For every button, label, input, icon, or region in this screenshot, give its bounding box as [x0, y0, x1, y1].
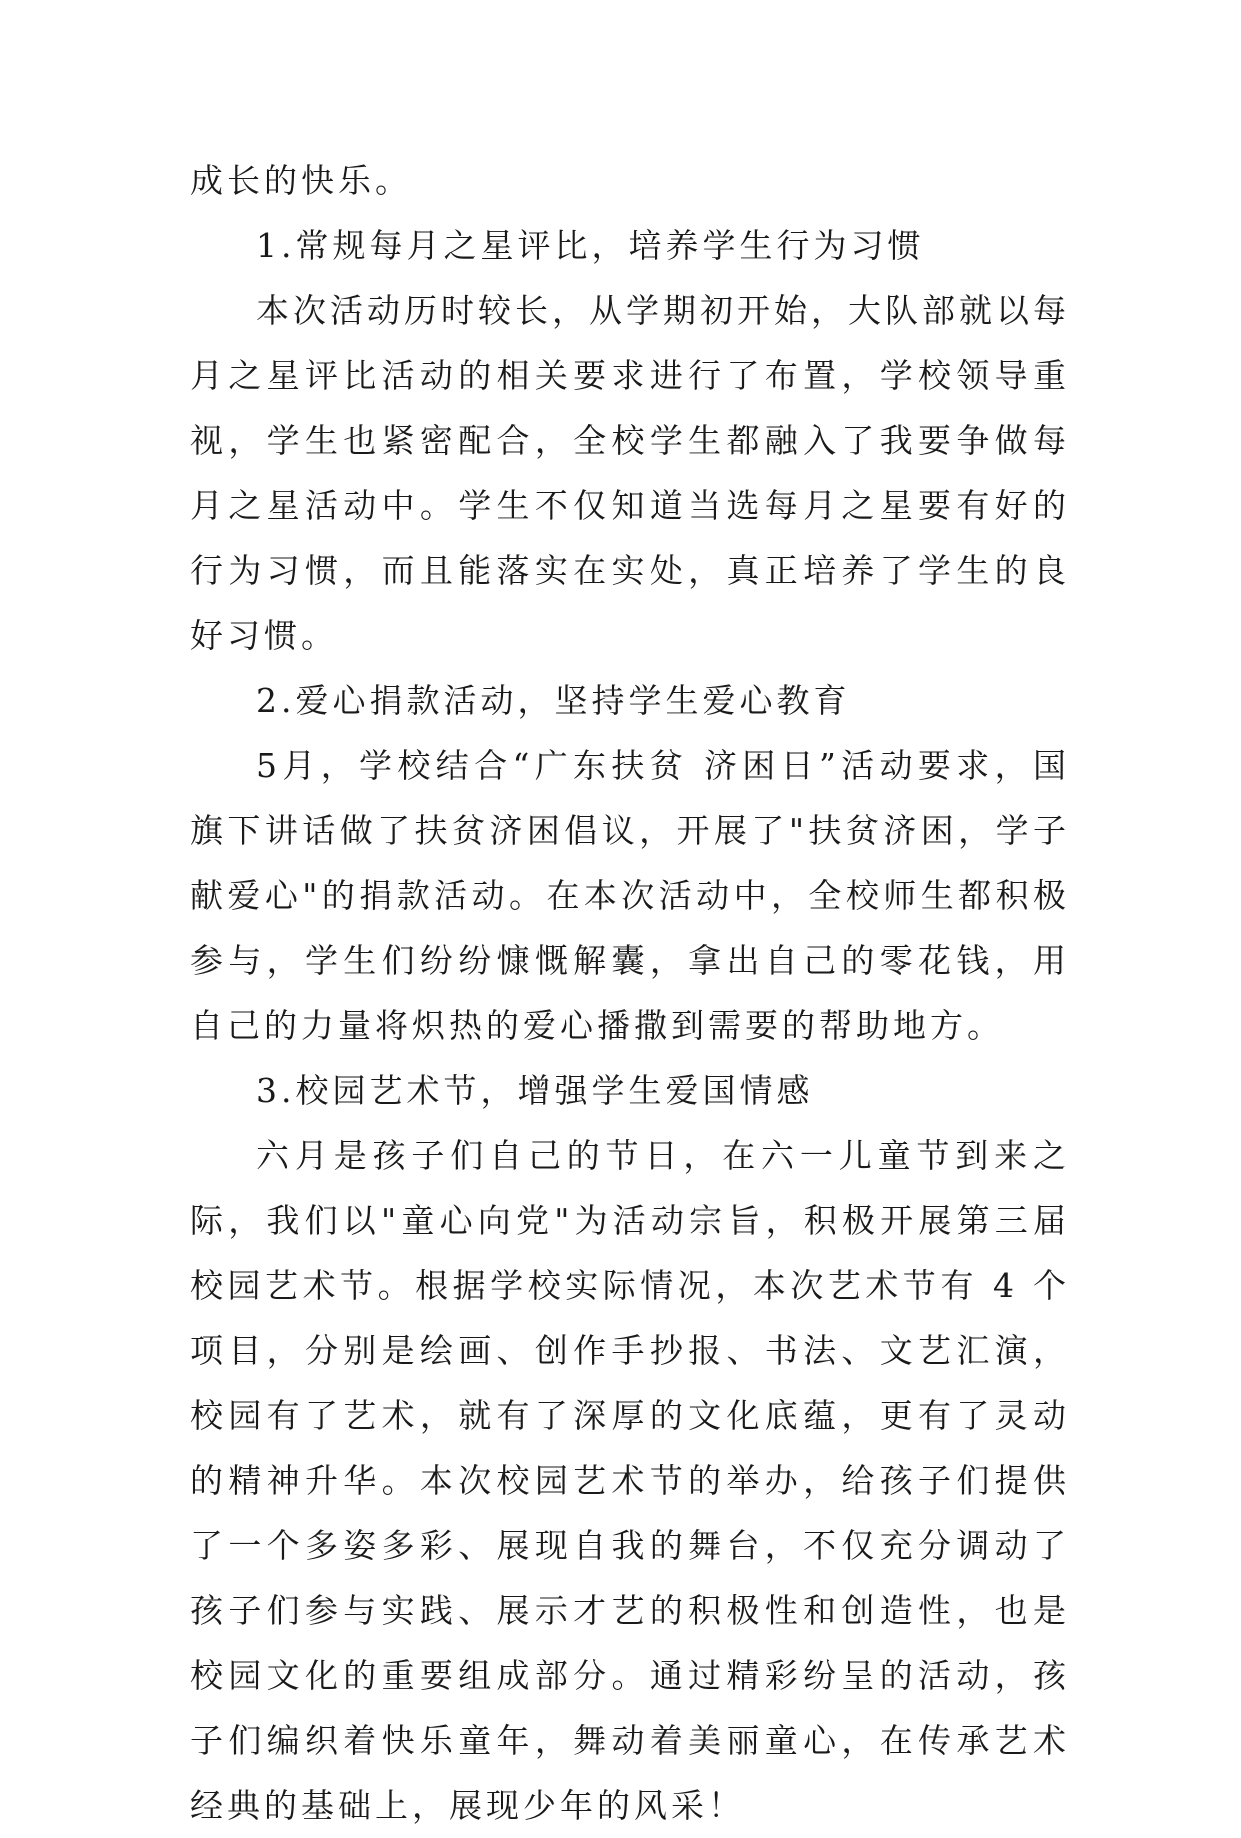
document-body — [190, 148, 1070, 1838]
section-heading-monthly-star: 1.常规每月之星评比，培养学生行为习惯 — [256, 226, 925, 265]
paragraph-continuation: 成长的快乐。 — [190, 161, 412, 200]
section-heading-charity-donation: 2.爱心捐款活动，坚持学生爱心教育 — [256, 681, 851, 720]
section-heading-art-festival: 3.校园艺术节，增强学生爱国情感 — [256, 1071, 814, 1110]
paragraph-charity-donation: 5月，学校结合“广东扶贫 济困日”活动要求，国旗下讲话做了扶贫济困倡议，开展了"扶贫济困，学子献爱心"的捐款活动。在本次活动中，全校师生都积极参与，学生们纷纷慷慨解囊，拿出自己的零花钱，用自己的力量将炽热的爱心播撒到需要的帮助地方。 — [190, 746, 1070, 1045]
paragraph-monthly-star: 本次活动历时较长，从学期初开始，大队部就以每月之星评比活动的相关要求进行了布置，学校领导重视，学生也紧密配合，全校学生都融入了我要争做每月之星活动中。学生不仅知道当选每月之星要有好的行为习惯，而且能落实在实处，真正培养了学生的良好习惯。 — [190, 291, 1070, 655]
paragraph-art-festival: 六月是孩子们自己的节日，在六一儿童节到来之际，我们以"童心向党"为活动宗旨，积极开展第三届校园艺术节。根据学校实际情况，本次艺术节有 4 个项目，分别是绘画、创作手抄报、书法、文艺汇演，校园有了艺术，就有了深厚的文化底蕴，更有了灵动的精神升华。本次校园艺术节的举办，给孩子们提供了一个多姿多彩、展现自我的舞台，不仅充分调动了孩子们参与实践、展示才艺的积极性和创造性，也是校园文化的重要组成部分。通过精彩纷呈的活动，孩子们编织着快乐童年，舞动着美丽童心，在传承艺术经典的基础上，展现少年的风采！ — [190, 1136, 1070, 1825]
